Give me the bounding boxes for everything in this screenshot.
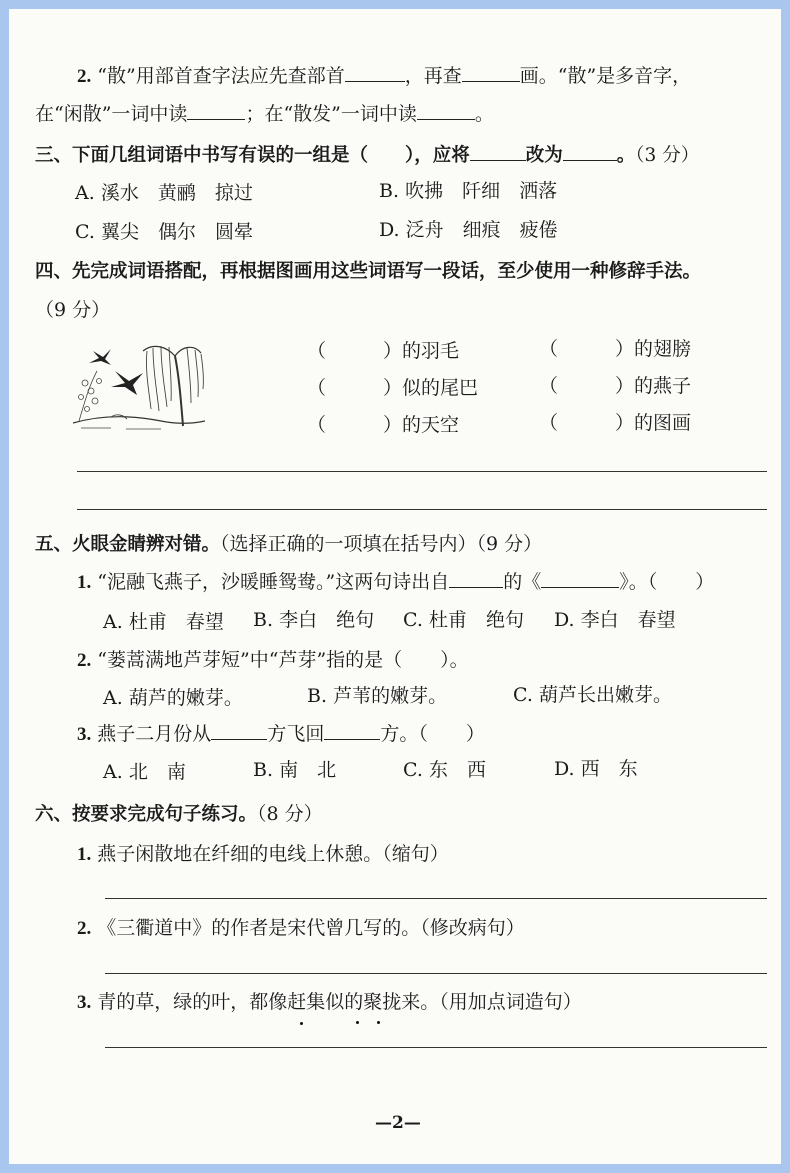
s5-q2-option-a[interactable]: A. 葫芦的嫩芽。	[103, 687, 243, 709]
s5-q1-option-a[interactable]: A. 杜甫 春望	[103, 611, 224, 633]
worksheet-page	[9, 9, 781, 1164]
s5-q3-option-d[interactable]: D. 西 东	[554, 758, 638, 780]
section-4-score: （9 分）	[35, 299, 111, 321]
s5-q3: 3. 燕子二月份从 方飞回 方。（ ）	[77, 723, 485, 745]
section-6-title: 六、按要求完成句子练习。（8 分）	[35, 803, 323, 825]
pair-3[interactable]: （ ）似的尾巴	[307, 377, 479, 399]
swallows-willow-illustration-icon	[71, 331, 206, 431]
answer-blank[interactable]	[324, 721, 380, 740]
answer-blank[interactable]	[345, 63, 405, 82]
page-number: —2—	[375, 1113, 421, 1133]
s3-option-c[interactable]: C. 翼尖 偶尔 圆晕	[75, 221, 253, 243]
s5-q3-option-b[interactable]: B. 南 北	[253, 759, 337, 781]
emphasis-dot	[356, 1021, 359, 1024]
emphasis-dot	[377, 1021, 380, 1024]
s3-option-a[interactable]: A. 溪水 黄鹂 掠过	[75, 182, 253, 204]
section-5-title: 五、火眼金睛辨对错。（选择正确的一项填在括号内）（9 分）	[35, 533, 543, 555]
s5-q2: 2. “蒌蒿满地芦芽短”中“芦芽”指的是（ ）。	[77, 649, 469, 671]
q2-line-2: 在“闲散”一词中读 ；在“散发”一词中读 。	[35, 103, 494, 125]
s6-q2: 2. 《三衢道中》的作者是宋代曾几写的。（修改病句）	[77, 917, 525, 939]
s3-option-d[interactable]: D. 泛舟 细痕 疲倦	[379, 219, 558, 241]
q2-line-1: 2. “散”用部首查字法应先查部首 ，再查 画。“散”是多音字，	[77, 65, 692, 87]
s5-q1-option-d[interactable]: D. 李白 春望	[554, 609, 676, 631]
writing-line[interactable]	[105, 973, 767, 974]
writing-line[interactable]	[77, 471, 767, 472]
answer-blank[interactable]	[541, 569, 619, 588]
emphasis-dot	[300, 1022, 303, 1025]
s5-q1: 1. “泥融飞燕子，沙暖睡鸳鸯。”这两句诗出自 的《 》。（ ）	[77, 571, 715, 593]
answer-blank[interactable]	[417, 101, 475, 120]
answer-blank[interactable]	[187, 101, 245, 120]
answer-blank[interactable]	[470, 142, 526, 161]
pair-6[interactable]: （ ）的图画	[539, 412, 692, 434]
s3-option-b[interactable]: B. 吹拂 阡细 洒落	[379, 180, 558, 202]
s5-q3-option-c[interactable]: C. 东 西	[403, 759, 486, 781]
pair-5[interactable]: （ ）的天空	[307, 414, 460, 436]
s5-q2-option-c[interactable]: C. 葫芦长出嫩芽。	[513, 684, 672, 706]
answer-blank[interactable]	[563, 142, 617, 161]
answer-blank[interactable]	[449, 569, 503, 588]
answer-blank[interactable]	[462, 63, 520, 82]
s6-q1: 1. 燕子闲散地在纤细的电线上休憩。（缩句）	[77, 843, 449, 865]
s6-q3: 3. 青的草，绿的叶，都像赶集似的聚拢来。（用加点词造句）	[77, 991, 582, 1013]
writing-line[interactable]	[77, 509, 767, 510]
s5-q2-option-b[interactable]: B. 芦苇的嫩芽。	[307, 685, 448, 707]
s5-q3-option-a[interactable]: A. 北 南	[103, 761, 186, 783]
pair-2[interactable]: （ ）的翅膀	[539, 338, 692, 360]
pair-4[interactable]: （ ）的燕子	[539, 375, 692, 397]
answer-blank[interactable]	[211, 721, 267, 740]
section-3-title: 三、下面几组词语中书写有误的一组是（ ），应将 改为 。（3 分）	[35, 142, 699, 169]
s5-q1-option-c[interactable]: C. 杜甫 绝句	[403, 609, 524, 631]
writing-line[interactable]	[105, 898, 767, 899]
s5-q1-option-b[interactable]: B. 李白 绝句	[253, 609, 375, 631]
writing-line[interactable]	[105, 1047, 767, 1048]
section-4-title: 四、先完成词语搭配，再根据图画用这些词语写一段话，至少使用一种修辞手法。	[35, 261, 702, 282]
pair-1[interactable]: （ ）的羽毛	[307, 340, 460, 362]
